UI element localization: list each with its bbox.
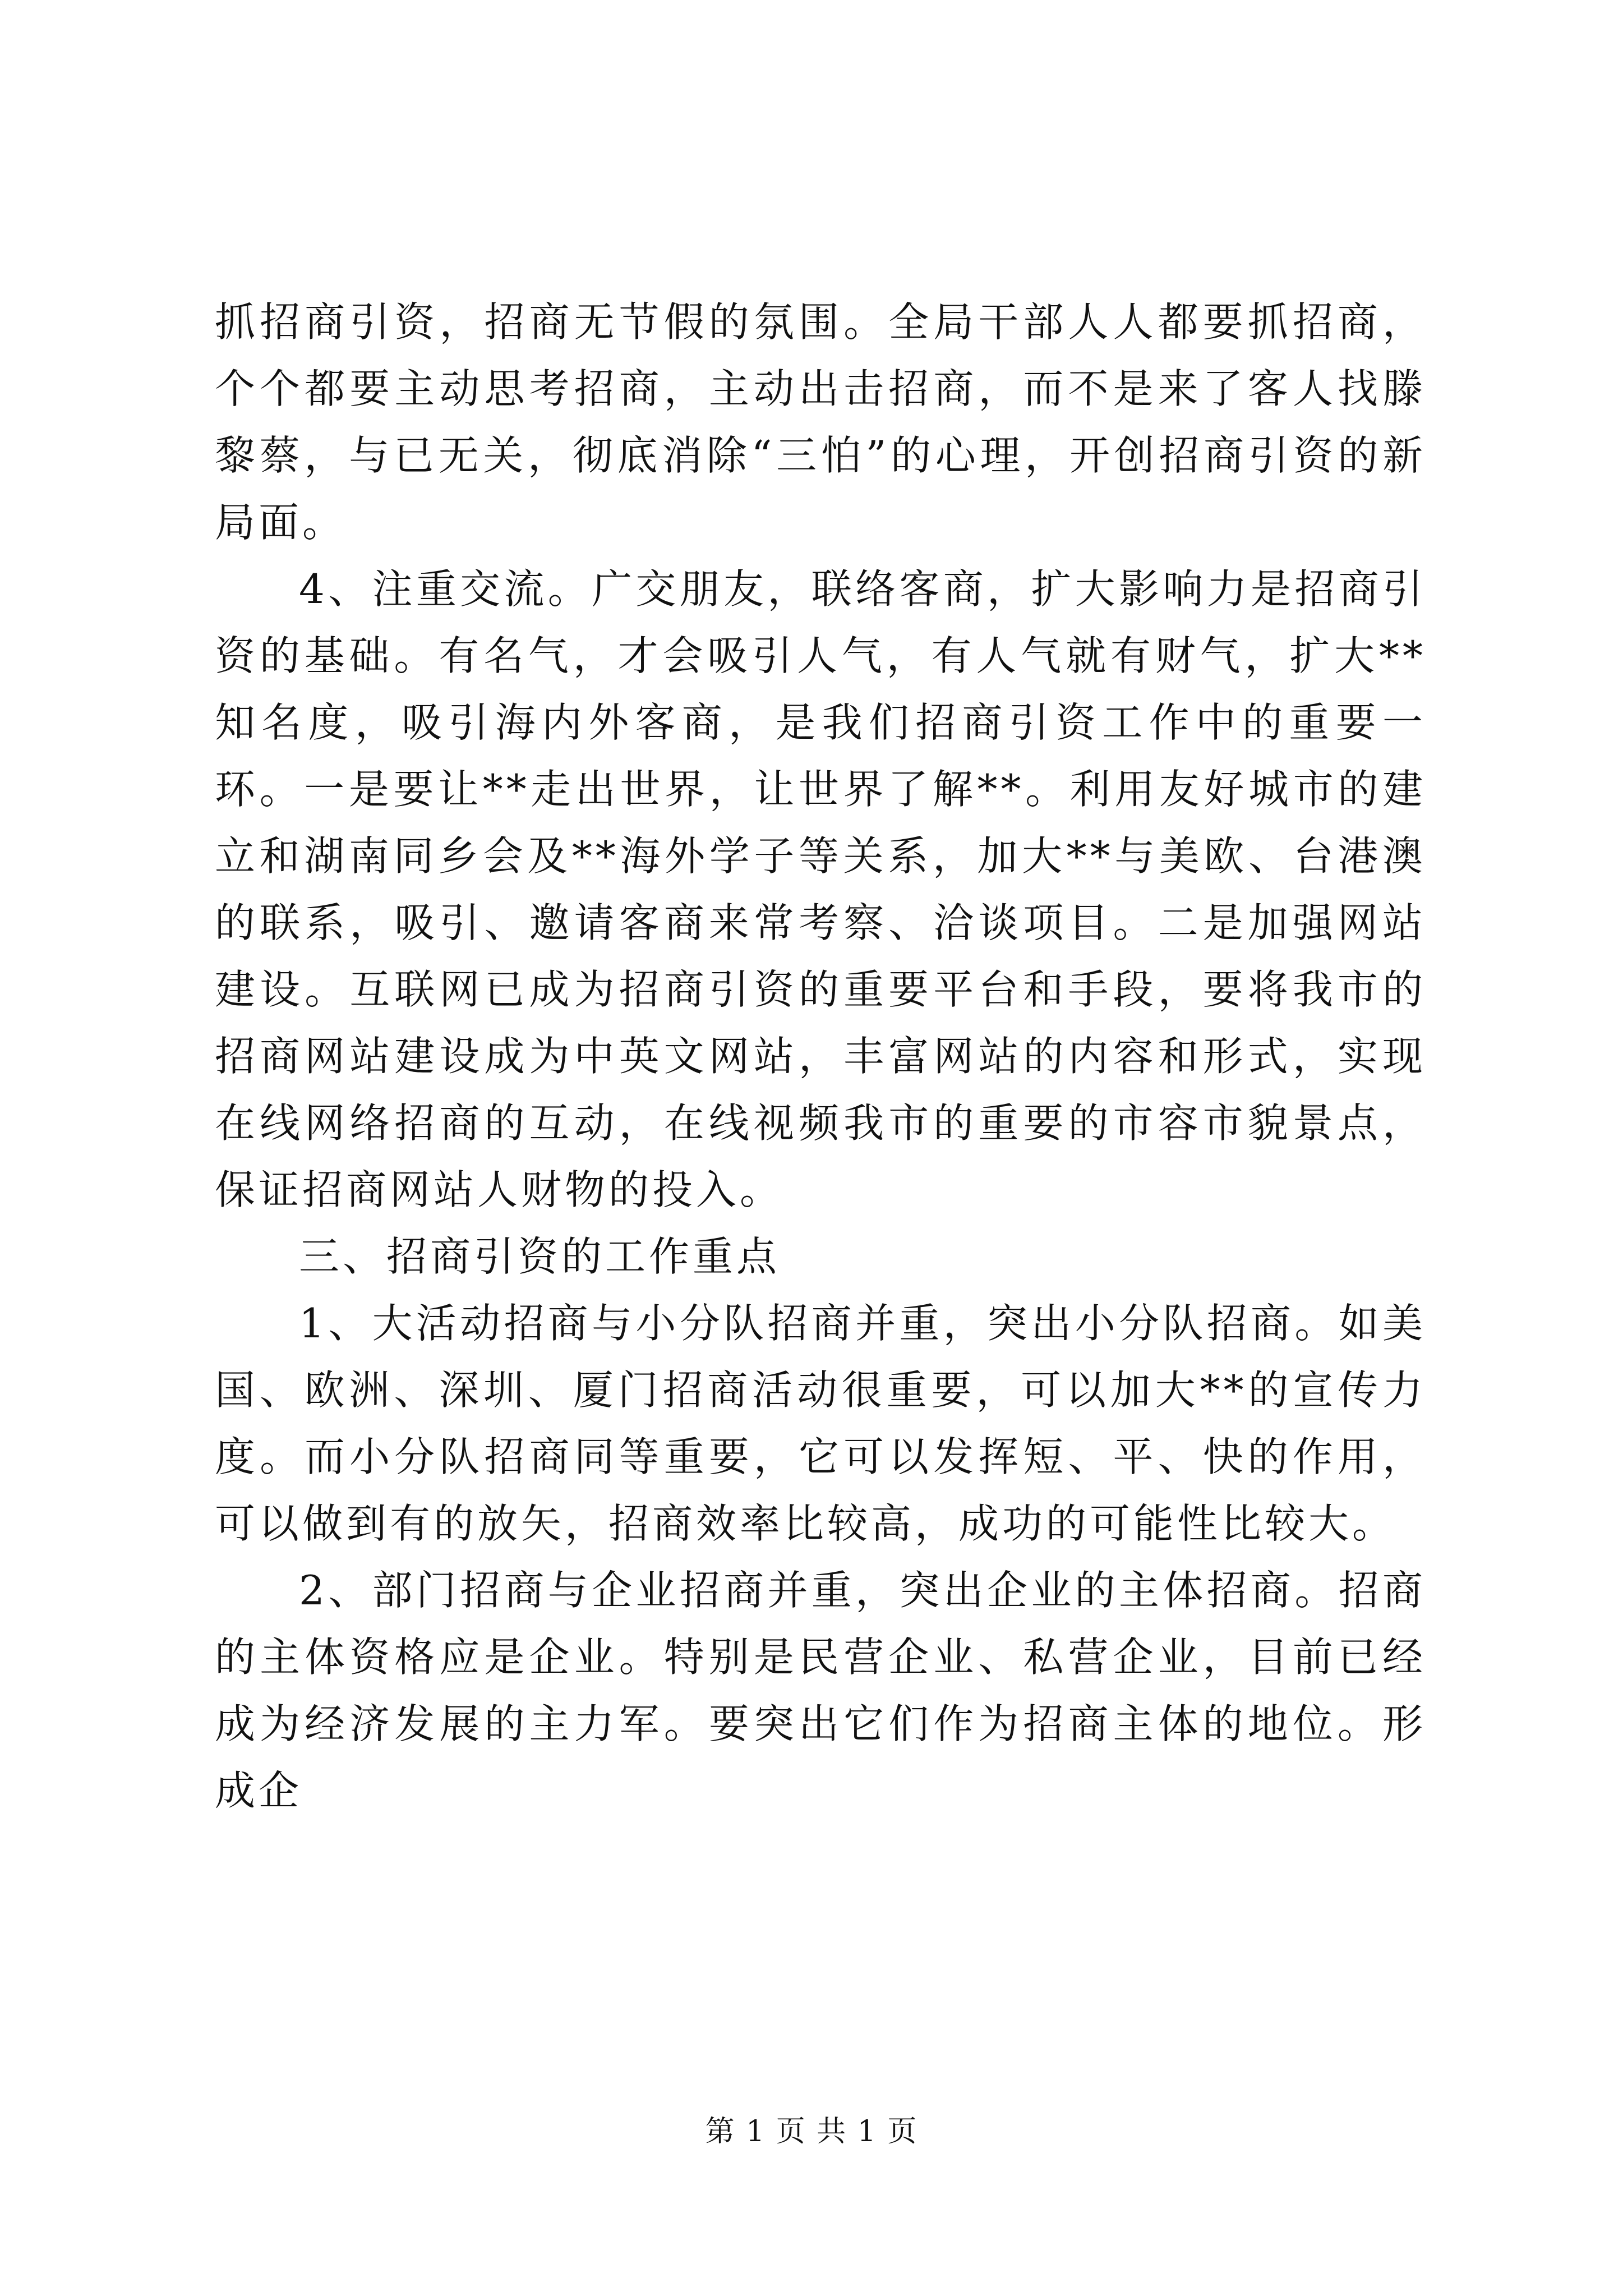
page-number-footer: 第 1 页 共 1 页 [705,2115,918,2148]
paragraph-continuation: 抓招商引资，招商无节假的氛围。全局干部人人都要抓招商，个个都要主动思考招商，主动出击招商，而不是来了客人找滕黎蔡，与已无关，彻底消除“三怕”的心理，开创招商引资的新局面。 [215,298,1426,546]
document-body [215,289,1426,1824]
paragraph-item-4: 4、注重交流。广交朋友，联络客商，扩大影响力是招商引资的基础。有名气，才会吸引人气，有人气就有财气，扩大**知名度，吸引海内外客商，是我们招商引资工作中的重要一环。一是要让**走出世界，让世界了解**。利用友好城市的建立和湖南同乡会及**海外学子等关系，加大**与美欧、台港澳的联系，吸引、邀请客商来常考察、洽谈项目。二是加强网站建设。互联网已成为招商引资的重要平台和手段，要将我市的招商网站建设成为中英文网站，丰富网站的内容和形式，实现在线网络招商的互动，在线视频我市的重要的市容市貌景点，保证招商网站人财物的投入。 [215,565,1426,1213]
section-heading-3: 三、招商引资的工作重点 [299,1233,781,1280]
paragraph-item-2: 2、部门招商与企业招商并重，突出企业的主体招商。招商的主体资格应是企业。特别是民营企业、私营企业，目前已经成为经济发展的主力军。要突出它们作为招商主体的地位。形成企 [215,1567,1426,1814]
paragraph-item-1: 1、大活动招商与小分队招商并重，突出小分队招商。如美国、欧洲、深圳、厦门招商活动很重要，可以加大**的宣传力度。而小分队招商同等重要，它可以发挥短、平、快的作用，可以做到有的放矢，招商效率比较高，成功的可能性比较大。 [215,1300,1426,1547]
